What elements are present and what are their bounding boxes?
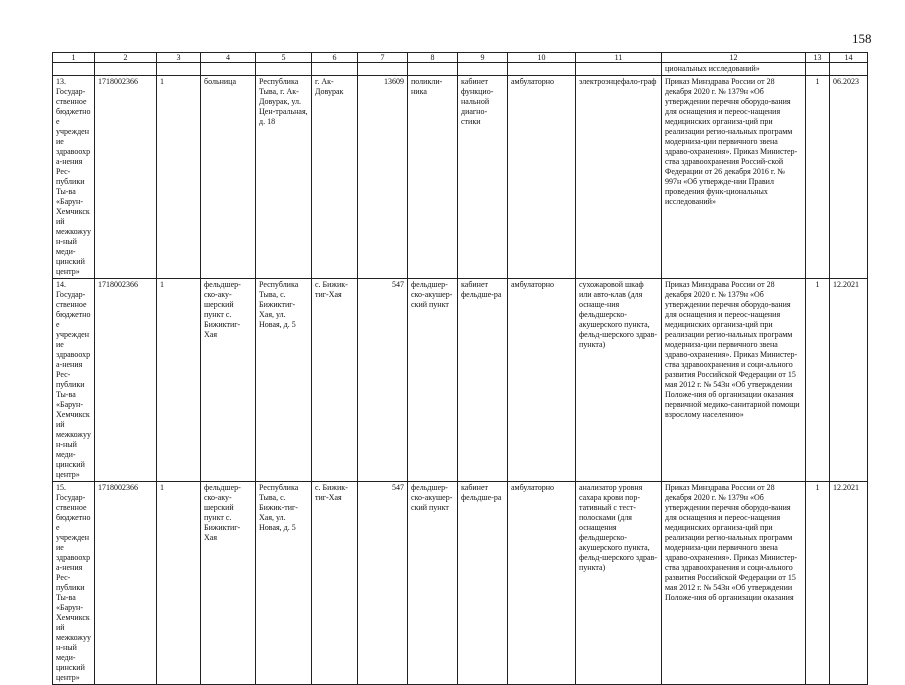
column-header: 12 bbox=[662, 53, 806, 63]
room-cell: кабинет фельдше-ра bbox=[458, 279, 508, 482]
address-cell: Республика Тыва, с. Бижик-тиг-Хая, ул. Новая, д. 5 bbox=[256, 482, 312, 685]
column-header: 6 bbox=[312, 53, 358, 63]
table-row bbox=[53, 279, 868, 482]
address-cell: Республика Тыва, с. Бижиктиг-Хая, ул. Новая, д. 5 bbox=[256, 279, 312, 482]
facility-type-cell: фельдшер-ско-аку-шерский пункт с. Бижиктиг-Хая bbox=[201, 482, 256, 685]
column-header: 8 bbox=[408, 53, 458, 63]
col3-cell: 1 bbox=[157, 76, 201, 279]
unit-cell: фельдшер-ско-акушер-ский пункт bbox=[408, 482, 458, 685]
room-cell: кабинет функцио-нальной диагно-стики bbox=[458, 76, 508, 279]
table-row bbox=[53, 76, 868, 279]
column-header: 4 bbox=[201, 53, 256, 63]
quantity-cell: 1 bbox=[806, 279, 830, 482]
care-form-cell: амбулаторно bbox=[508, 76, 576, 279]
column-header: 10 bbox=[508, 53, 576, 63]
date-cell: 12.2021 bbox=[830, 279, 868, 482]
unit-cell: фельдшер-ско-акушер-ский пункт bbox=[408, 279, 458, 482]
care-form-cell: амбулаторно bbox=[508, 482, 576, 685]
carryover-row bbox=[53, 63, 868, 76]
inn-cell: 1718002366 bbox=[95, 279, 157, 482]
organization-cell: 14. Государ-ственное бюджетное учреждение здравоохра-нения Рес-публики Ты-ва «Барун-Хемчикский межкожуун-ный меди-цинский центр» bbox=[53, 279, 95, 482]
date-cell: 06.2023 bbox=[830, 76, 868, 279]
column-number-row bbox=[53, 53, 868, 63]
population-cell: 13609 bbox=[358, 76, 408, 279]
page-number: 158 bbox=[852, 31, 872, 46]
facility-type-cell: больница bbox=[201, 76, 256, 279]
inn-cell: 1718002366 bbox=[95, 76, 157, 279]
population-cell: 547 bbox=[358, 482, 408, 685]
quantity-cell: 1 bbox=[806, 76, 830, 279]
equipment-cell: сухожаровой шкаф или авто-клав (для оснаще-ния фельдшерско-акушерского пункта, фельд-шерского здрав-пункта) bbox=[576, 279, 662, 482]
column-header: 2 bbox=[95, 53, 157, 63]
column-header: 3 bbox=[157, 53, 201, 63]
column-header: 9 bbox=[458, 53, 508, 63]
inn-cell: 1718002366 bbox=[95, 482, 157, 685]
equipment-table bbox=[52, 52, 868, 685]
column-header: 1 bbox=[53, 53, 95, 63]
col3-cell: 1 bbox=[157, 279, 201, 482]
carryover-text: циональных исследований» bbox=[662, 63, 806, 76]
column-header: 14 bbox=[830, 53, 868, 63]
room-cell: кабинет фельдше-ра bbox=[458, 482, 508, 685]
locality-cell: г. Ак-Довурак bbox=[312, 76, 358, 279]
address-cell: Республика Тыва, г. Ак-Довурак, ул. Цен-тральная, д. 18 bbox=[256, 76, 312, 279]
column-header: 13 bbox=[806, 53, 830, 63]
regulation-cell: Приказ Минздрава России от 28 декабря 2020 г. № 1379н «Об утверждении перечня оборудо-вания для оснащения и переос-нащения медицинских организа-ций при реализации регио-нальных программ модерниза-ции первичного звена здраво-охранения». Приказ Министер-ства здравоохранения и соци-ального развития Российской Федерации от 15 мая 2012 г. № 543н «Об утверждении Положе-ния об организации оказания первичной медико-санитарной помощи взрослому населению» bbox=[662, 279, 806, 482]
organization-cell: 15. Государ-ственное бюджетное учреждение здравоохра-нения Рес-публики Ты-ва «Барун-Хемчикский межкожуун-ный меди-цинский центр» bbox=[53, 482, 95, 685]
date-cell: 12.2021 bbox=[830, 482, 868, 685]
equipment-cell: анализатор уровня сахара крови пор-тативный с тест-полосками (для оснащения фельдшерско-акушерского пункта, фельд-шерского здрав-пункта) bbox=[576, 482, 662, 685]
equipment-cell: электроэнцефало-граф bbox=[576, 76, 662, 279]
column-header: 11 bbox=[576, 53, 662, 63]
care-form-cell: амбулаторно bbox=[508, 279, 576, 482]
locality-cell: с. Бижик-тиг-Хая bbox=[312, 482, 358, 685]
unit-cell: поликли-ника bbox=[408, 76, 458, 279]
col3-cell: 1 bbox=[157, 482, 201, 685]
column-header: 5 bbox=[256, 53, 312, 63]
quantity-cell: 1 bbox=[806, 482, 830, 685]
population-cell: 547 bbox=[358, 279, 408, 482]
facility-type-cell: фельдшер-ско-аку-шерский пункт с. Бижиктиг-Хая bbox=[201, 279, 256, 482]
organization-cell: 13. Государ-ственное бюджетное учреждение здравоохра-нения Рес-публики Ты-ва «Барун-Хемчикский межкожуун-ный меди-цинский центр» bbox=[53, 76, 95, 279]
regulation-cell: Приказ Минздрава России от 28 декабря 2020 г. № 1379н «Об утверждении перечня оборудо-вания для оснащения и переос-нащения медицинских организа-ций при реализации регио-нальных программ модерниза-ции первичного звена здраво-охранения». Приказ Министер-ства здравоохранения и соци-ального развития Российской Федерации от 15 мая 2012 г. № 543н «Об утверждении Положе-ния об организации оказания bbox=[662, 482, 806, 685]
locality-cell: с. Бижик-тиг-Хая bbox=[312, 279, 358, 482]
regulation-cell: Приказ Минздрава России от 28 декабря 2020 г. № 1379н «Об утверждении перечня оборудо-вания для оснащения и переос-нащения медицинских организа-ций при реализации регио-нальных программ модерниза-ции первичного звена здраво-охранения». Приказ Министер-ства здравоохранения Россий-ской Федерации от 26 декабря 2016 г. № 997н «Об утвержде-нии Правил проведения функ-циональных исследований» bbox=[662, 76, 806, 279]
table-row bbox=[53, 482, 868, 685]
column-header: 7 bbox=[358, 53, 408, 63]
